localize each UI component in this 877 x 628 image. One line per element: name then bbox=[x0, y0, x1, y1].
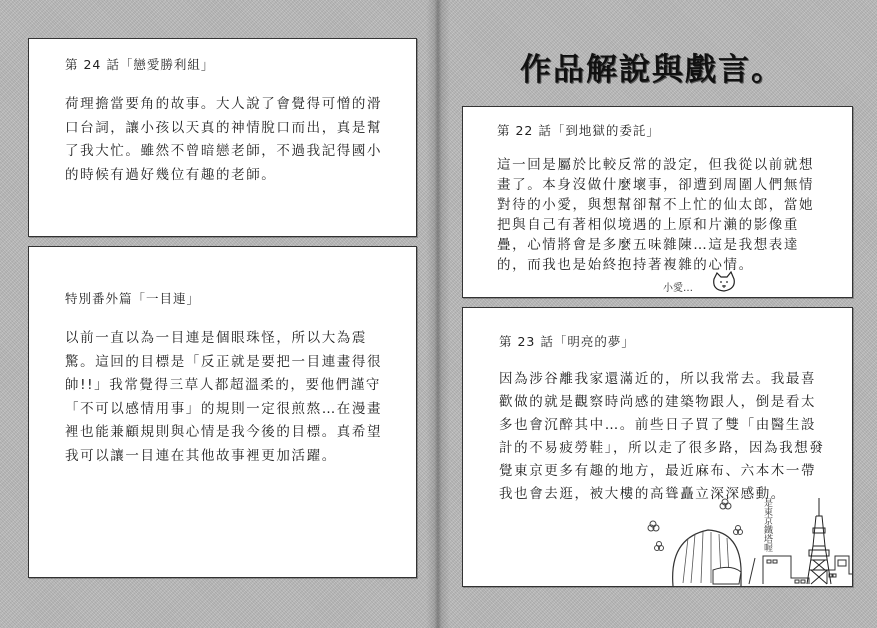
tokyo-tower-illustration bbox=[613, 498, 853, 586]
note-box-chapter-24 bbox=[28, 38, 417, 237]
chapter-23-body: 因為涉谷離我家還滿近的，所以我常去。我最喜歡做的就是觀察時尚感的建築物跟人，倒是看太多也會沉醉其中…。前些日子買了雙「由醫生設計的不易疲勞鞋」，所以走了很多路，因為我想發覺東京更多有趣的地方，最近麻布、六本木一帶我也會去逛，被大樓的高聳矗立深深感動。 bbox=[499, 371, 825, 502]
book-gutter bbox=[426, 0, 450, 628]
illustration-caption: 是東京鐵塔喔 bbox=[762, 498, 772, 552]
cat-doodle-icon bbox=[711, 271, 737, 293]
chapter-24-body: 荷理擔當要角的故事。大人說了會覺得可憎的滑口台詞，讓小孩以天真的神情脫口而出，真是幫了我大忙。雖然不曾暗戀老師，不過我記得國小的時候有過好幾位有趣的老師。 bbox=[65, 96, 383, 183]
chapter-24-title: 第 24 話「戀愛勝利組」 bbox=[65, 57, 215, 72]
signature-text: 小愛… bbox=[663, 283, 693, 294]
note-box-special-extra bbox=[28, 246, 417, 578]
chapter-22-body: 這一回是屬於比較反常的設定，但我從以前就想畫了。本身沒做什麼壞事，卻遭到周圍人們無情對待的小愛，與想幫卻幫不上忙的仙太郎，當她把與自己有著相似境遇的上原和片瀨的影像重疊，心情將會是多麼五味雜陳…這是我想表達的，而我也是始終抱持著複雜的心情。 bbox=[497, 157, 815, 273]
special-extra-title: 特別番外篇「一目連」 bbox=[65, 291, 201, 306]
special-extra-body: 以前一直以為一目連是個眼珠怪，所以大為震驚。這回的目標是「反正就是要把一目連畫得很帥!!」我常覺得三草人都超溫柔的，要他們謹守「不可以感情用事」的規則一定很煎熬…在漫畫裡也能兼顧規則與心情是我今後的目標。真希望我可以讓一目連在其他故事裡更加活躍。 bbox=[65, 330, 383, 464]
chapter-22-title: 第 22 話「到地獄的委託」 bbox=[497, 123, 660, 138]
note-box-chapter-23 bbox=[462, 307, 853, 587]
chapter-23-title: 第 23 話「明亮的夢」 bbox=[499, 334, 635, 349]
page-headline: 作品解說與戲言。 bbox=[520, 52, 784, 88]
note-box-chapter-22 bbox=[462, 106, 853, 298]
